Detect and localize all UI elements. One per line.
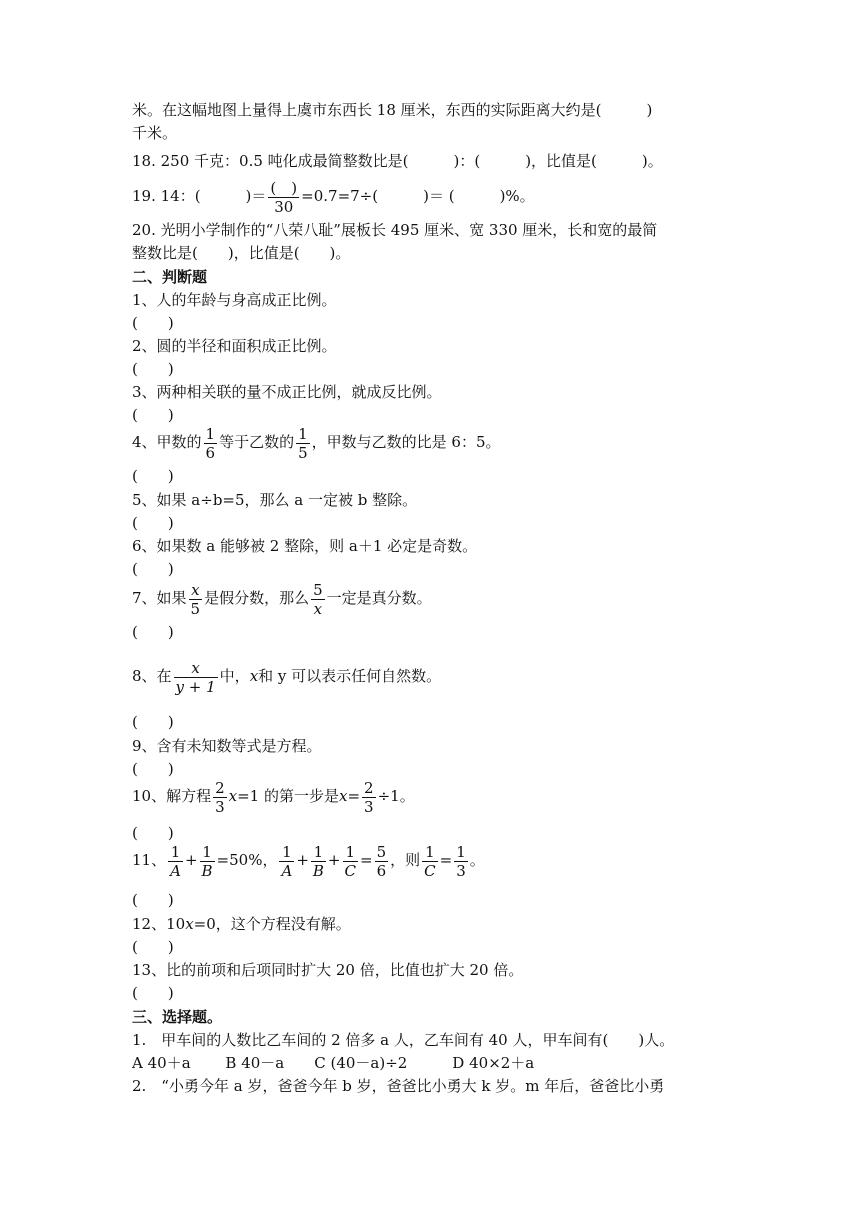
section-choice-heading: 三、选择题。 — [132, 1008, 223, 1026]
judge-12: 12、10x=0，这个方程没有解。 — [132, 915, 351, 933]
answer-blank: ( ) — [132, 360, 174, 378]
section-judgement-heading: 二、判断题 — [132, 268, 208, 286]
fraction-one-fifth: $\frac{1}{5}$ — [298, 424, 308, 462]
q19-fraction: $\frac{( )}{30}$ — [270, 178, 298, 216]
q17-line2: 千米。 — [132, 124, 178, 142]
fraction-one-sixth: $\frac{1}{6}$ — [205, 424, 216, 462]
judge-5: 5、如果 a÷b=5，那么 a 一定被 b 整除。 — [132, 491, 418, 509]
answer-blank: ( ) — [132, 406, 174, 424]
answer-blank: ( ) — [132, 314, 174, 332]
answer-blank: ( ) — [132, 713, 174, 731]
answer-blank: ( ) — [132, 514, 174, 532]
choice-1-options: A 40＋a B 40－a C (40－a)÷2 D 40×2＋a — [132, 1054, 535, 1072]
answer-blank: ( ) — [132, 623, 174, 641]
fraction-x-over-y-plus-1: $\frac{x}{y + 1}$ — [175, 658, 216, 696]
fraction-x-over-5: $\frac{x}{5}$ — [190, 580, 201, 618]
answer-blank: ( ) — [132, 560, 174, 578]
choice-1: 1. 甲车间的人数比乙车间的 2 倍多 a 人，乙车间有 40 人，甲车间有( )人。 — [132, 1031, 675, 1049]
answer-blank: ( ) — [132, 984, 174, 1002]
fraction-5-over-x: $\frac{5}{x}$ — [313, 580, 323, 618]
answer-blank: ( ) — [132, 824, 174, 842]
q19: 19. 14：( )＝ $\frac{( )}{30}$ =0.7=7÷( )＝ ( )%。 — [132, 178, 535, 216]
fraction-two-thirds: $\frac{2}{3}$ — [364, 778, 374, 816]
q18: 18. 250 千克：0.5 吨化成最简整数比是( )：( )，比值是( )。 — [132, 152, 663, 170]
q20-line1: 20. 光明小学制作的“八荣八耻”展板长 495 厘米、宽 330 厘米，长和宽的最简 — [132, 221, 658, 239]
judge-6: 6、如果数 a 能够被 2 整除，则 a＋1 必定是奇数。 — [132, 537, 478, 555]
judge-13: 13、比的前项和后项同时扩大 20 倍，比值也扩大 20 倍。 — [132, 961, 524, 979]
answer-blank: ( ) — [132, 891, 174, 909]
fraction-two-thirds: $\frac{2}{3}$ — [215, 778, 225, 816]
choice-2: 2. “小勇今年 a 岁，爸爸今年 b 岁，爸爸比小勇大 k 岁。m 年后，爸爸比小勇 — [132, 1077, 665, 1095]
judge-8: 8、在 $\frac{x}{y + 1}$ 中，x和 y 可以表示任何自然数。 — [132, 658, 442, 696]
judge-7: 7、如果 $\frac{x}{5}$ 是假分数，那么 $\frac{5}{x}$ 一定是真分数。 — [132, 580, 432, 618]
q17-line1: 米。在这幅地图上量得上虞市东西长 18 厘米，东西的实际距离大约是( ) — [132, 101, 653, 119]
answer-blank: ( ) — [132, 467, 174, 485]
judge-10: 10、解方程 $\frac{2}{3}$ x=1 的第一步是x= $\frac{2}{3}$ ÷1。 — [132, 778, 415, 816]
judge-2: 2、圆的半径和面积成正比例。 — [132, 337, 337, 355]
judge-11: 11、 $\frac{1}{A}$ + $\frac{1}{B}$ =50%， $\frac{1}{A}$ + $\frac{1}{B}$ + $\frac{1}{C}$ = $\frac{5}{6}$ ，则 $\frac{1}{C}$ = $\frac{1}{3}$ 。 — [132, 842, 485, 880]
q20-line2: 整数比是( )，比值是( )。 — [132, 244, 351, 262]
judge-4: 4、甲数的 $\frac{1}{6}$ 等于乙数的 $\frac{1}{5}$ ，甲数与乙数的比是 6：5。 — [132, 424, 501, 462]
answer-blank: ( ) — [132, 938, 174, 956]
answer-blank: ( ) — [132, 760, 174, 778]
judge-3: 3、两种相关联的量不成正比例，就成反比例。 — [132, 383, 442, 401]
judge-1: 1、人的年龄与身高成正比例。 — [132, 291, 337, 309]
judge-9: 9、含有未知数等式是方程。 — [132, 737, 322, 755]
